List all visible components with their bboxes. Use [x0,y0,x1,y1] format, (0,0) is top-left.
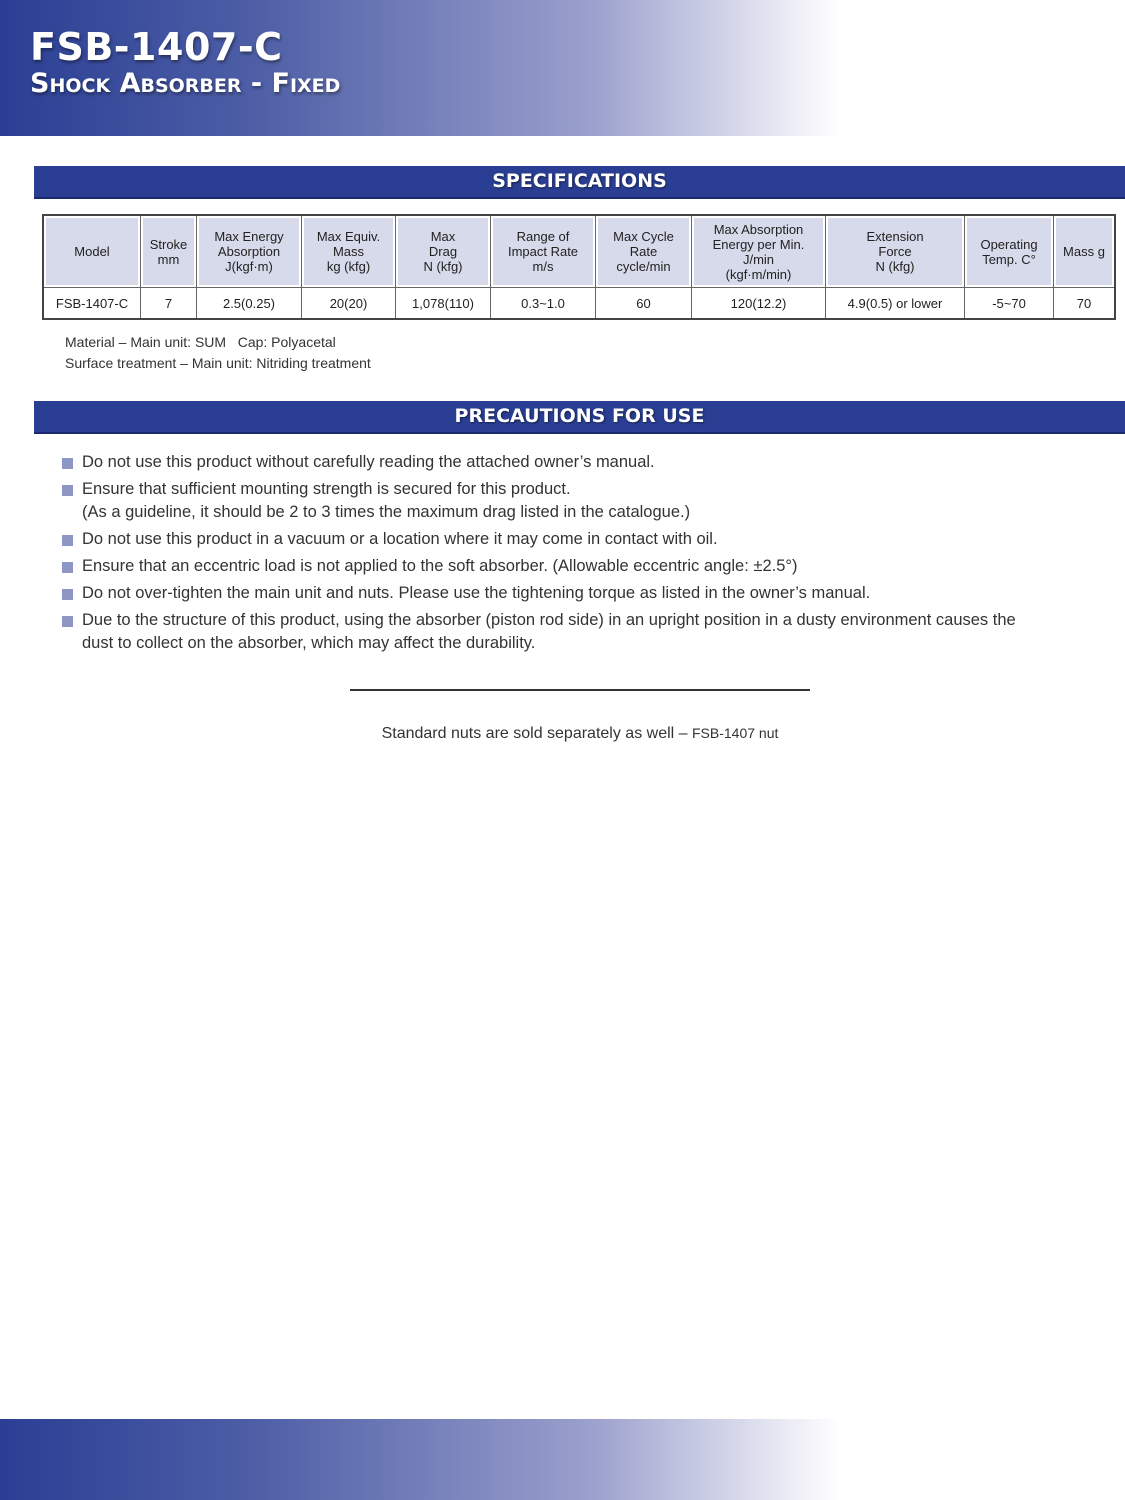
product-subtitle: Shock Absorber - Fixed [30,68,341,99]
col-header-model: Model [43,215,141,288]
material-note: Material – Main unit: SUM Cap: Polyacetal [65,334,336,350]
list-item: Due to the structure of this product, using the absorber (piston rod side) in an upright position in a dusty environment causes the dust to collect on the absorber, which may affect the durability. [62,609,1092,655]
col-header-extension-force: Extension Force N (kfg) [826,215,965,288]
square-bullet-icon [62,562,73,573]
standard-nuts-note: Standard nuts are sold separately as well – FSB-1407 nut [381,725,779,742]
col-header-impact-rate: Range of Impact Rate m/s [491,215,596,288]
cell-max-energy: 2.5(0.25) [197,288,302,320]
list-item: Do not over-tighten the main unit and nuts. Please use the tightening torque as listed in the owner’s manual. [62,582,1092,605]
divider-line [350,689,810,691]
list-item: Do not use this product without carefully reading the attached owner’s manual. [62,451,1092,474]
list-item: Ensure that sufficient mounting strength is secured for this product. (As a guideline, it should be 2 to 3 times the maximum drag listed in the catalogue.) [62,478,1092,524]
precautions-heading: PRECAUTIONS FOR USE [34,401,1125,434]
cell-mass: 70 [1054,288,1116,320]
list-item: Do not use this product in a vacuum or a location where it may come in contact with oil. [62,528,1092,551]
cell-operating-temp: -5~70 [965,288,1054,320]
col-header-max-energy: Max Energy Absorption J(kgf·m) [197,215,302,288]
cell-max-cycle: 60 [596,288,692,320]
square-bullet-icon [62,458,73,469]
square-bullet-icon [62,616,73,627]
precautions-list [62,451,1092,659]
square-bullet-icon [62,589,73,600]
specifications-table [42,214,1116,320]
cell-max-drag: 1,078(110) [396,288,491,320]
col-header-mass: Mass g [1054,215,1116,288]
cell-extension-force: 4.9(0.5) or lower [826,288,965,320]
cell-model: FSB-1407-C [43,288,141,320]
col-header-operating-temp: Operating Temp. C° [965,215,1054,288]
col-header-max-equiv-mass: Max Equiv. Mass kg (kfg) [302,215,396,288]
specifications-heading: SPECIFICATIONS [34,166,1125,199]
cell-stroke: 7 [141,288,197,320]
table-row [43,288,1115,320]
footer-banner [0,1419,840,1500]
cell-impact-rate: 0.3~1.0 [491,288,596,320]
cell-max-absorption: 120(12.2) [692,288,826,320]
col-header-stroke: Stroke mm [141,215,197,288]
surface-treatment-note: Surface treatment – Main unit: Nitriding treatment [65,355,371,371]
nut-part-number: FSB-1407 nut [692,725,779,741]
list-item: Ensure that an eccentric load is not applied to the soft absorber. (Allowable eccentric angle: ±2.5°) [62,555,1092,578]
col-header-max-cycle: Max Cycle Rate cycle/min [596,215,692,288]
col-header-max-drag: Max Drag N (kfg) [396,215,491,288]
product-title: FSB-1407-C [30,25,283,69]
square-bullet-icon [62,485,73,496]
table-header-row [43,215,1115,288]
cell-max-equiv-mass: 20(20) [302,288,396,320]
col-header-max-absorption: Max Absorption Energy per Min. J/min (kgf·m/min) [692,215,826,288]
square-bullet-icon [62,535,73,546]
